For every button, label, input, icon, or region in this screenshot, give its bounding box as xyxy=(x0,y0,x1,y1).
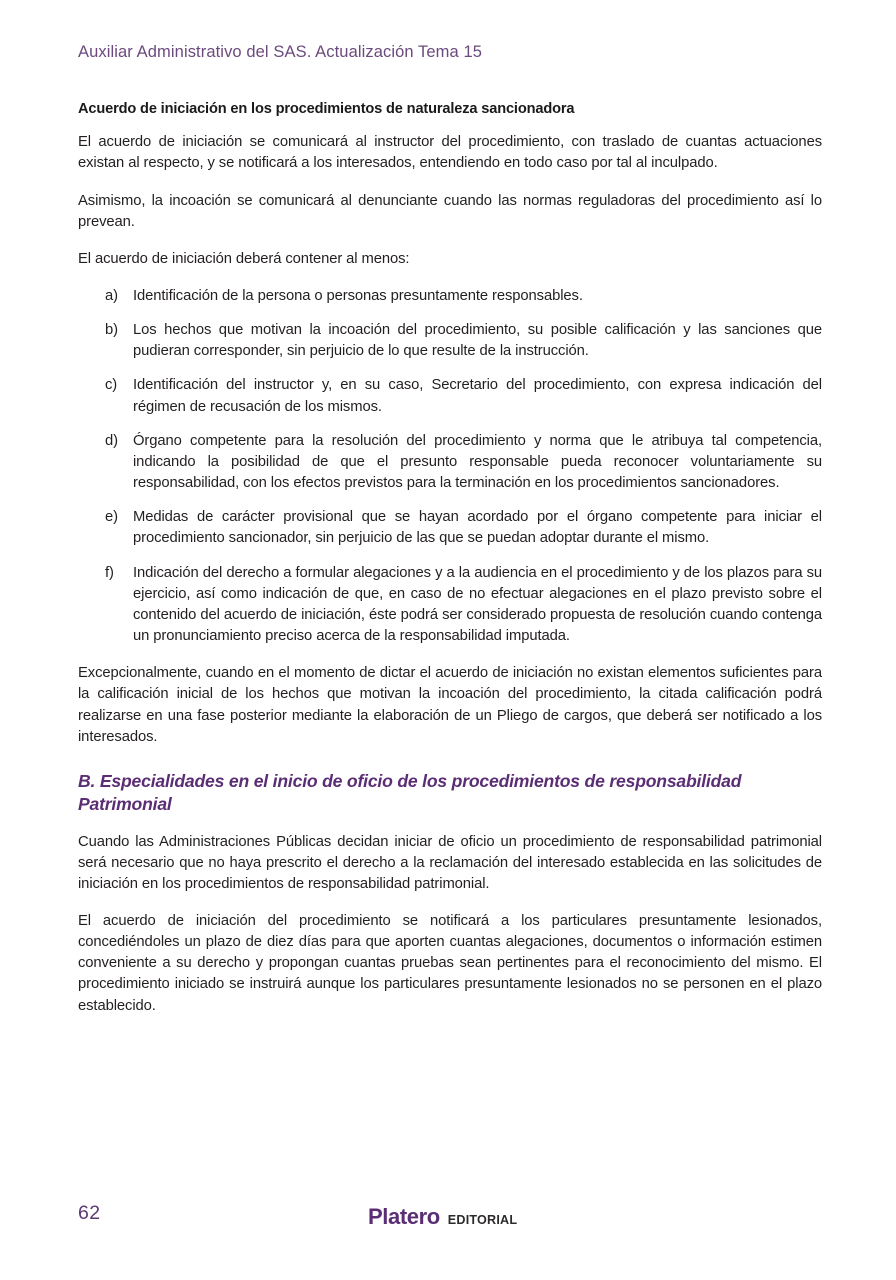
list-item-marker: d) xyxy=(105,432,118,449)
list-item-text: Indicación del derecho a formular alegaciones y a la audiencia en el procedimiento y de los plazos para su ejercicio, así como indicación de que, en caso de no efectuar alegaciones en el plazo previsto sobre el contenido del acuerdo de iniciación, éste podrá ser considerado propuesta de resolución cuando contenga un pronunciamiento preciso acerca de la responsabilidad imputada. xyxy=(133,564,822,645)
subheading: Acuerdo de iniciación en los procedimientos de naturaleza sancionadora xyxy=(78,101,575,117)
list-item-marker: f) xyxy=(105,564,114,581)
paragraph-2: Asimismo, la incoación se comunicará al denunciante cuando las normas reguladoras del procedimiento así lo prevean. xyxy=(78,192,822,230)
list-item-text: Identificación de la persona o personas presuntamente responsables. xyxy=(133,288,583,305)
list-item xyxy=(78,375,822,417)
paragraph-1: El acuerdo de iniciación se comunicará al instructor del procedimiento, con traslado de cuantas actuaciones existan al respecto, y se notificará a los interesados, entendiendo en todo caso por tal al inculpado. xyxy=(78,134,822,172)
publisher-name: Platero xyxy=(368,1204,440,1229)
publisher-logo xyxy=(368,1204,517,1230)
list-item-marker: a) xyxy=(105,288,118,305)
list-item xyxy=(78,563,822,648)
list-item-marker: e) xyxy=(105,509,118,526)
paragraph-6: El acuerdo de iniciación del procedimiento se notificará a los particulares presuntamente lesionados, concediéndoles un plazo de diez días para que aporten cuantas alegaciones, documentos o información estimen conveniente a su derecho y propongan cuantas pruebas sean pertinentes para el reconocimiento del mismo. El procedimiento iniciado se instruirá aunque los particulares presuntamente lesionados no se personen en el plazo establecido. xyxy=(78,913,822,1014)
lettered-list xyxy=(78,286,822,647)
paragraph-5: Cuando las Administraciones Públicas decidan iniciar de oficio un procedimiento de responsabilidad patrimonial será necesario que no haya prescrito el derecho a la reclamación del interesado establecida en las solicitudes de iniciación en los procedimientos de responsabilidad patrimonial. xyxy=(78,833,822,892)
list-item-text: Los hechos que motivan la incoación del procedimiento, su posible calificación y las sanciones que pudieran corresponder, sin perjuicio de lo que resulte de la instrucción. xyxy=(133,322,822,360)
list-item xyxy=(78,507,822,549)
list-item-text: Identificación del instructor y, en su caso, Secretario del procedimiento, con expresa indicación del régimen de recusación de los mismos. xyxy=(133,377,822,415)
publisher-descriptor: EDITORIAL xyxy=(447,1213,518,1227)
list-item-marker: b) xyxy=(105,322,118,339)
list-item-text: Medidas de carácter provisional que se hayan acordado por el órgano competente para iniciar el procedimiento sancionador, sin perjuicio de las que se puedan adoptar durante el mismo. xyxy=(133,509,822,547)
lettered-list-block xyxy=(78,286,822,647)
text-column xyxy=(78,100,822,1033)
list-lead-in-paragraph: El acuerdo de iniciación deberá contener al menos: xyxy=(78,250,410,267)
list-item-marker: c) xyxy=(105,377,118,394)
paragraph-4: Excepcionalmente, cuando en el momento de dictar el acuerdo de iniciación no existan elementos suficientes para la calificación inicial de los hechos que motivan la incoación del procedimiento, la citada calificación podrá realizarse en una fase posterior mediante la elaboración de un Pliego de cargos, que deberá ser notificado a los interesados. xyxy=(78,665,822,745)
list-item xyxy=(78,320,822,362)
page-footer xyxy=(0,1188,896,1280)
list-item xyxy=(78,286,822,307)
list-item xyxy=(78,431,822,494)
section-heading-b: B. Especialidades en el inicio de oficio de los procedimientos de responsabilidad Patrimonial xyxy=(78,770,742,814)
list-item-text: Órgano competente para la resolución del procedimiento y norma que le atribuya tal competencia, indicando la posibilidad de que el presunto responsable pueda reconocer voluntariamente su responsabilidad, con los efectos previstos para la terminación en los procedimientos sancionadores. xyxy=(133,432,822,492)
page-number: 62 xyxy=(78,1202,101,1224)
running-head: Auxiliar Administrativo del SAS. Actualización Tema 15 xyxy=(78,43,483,61)
